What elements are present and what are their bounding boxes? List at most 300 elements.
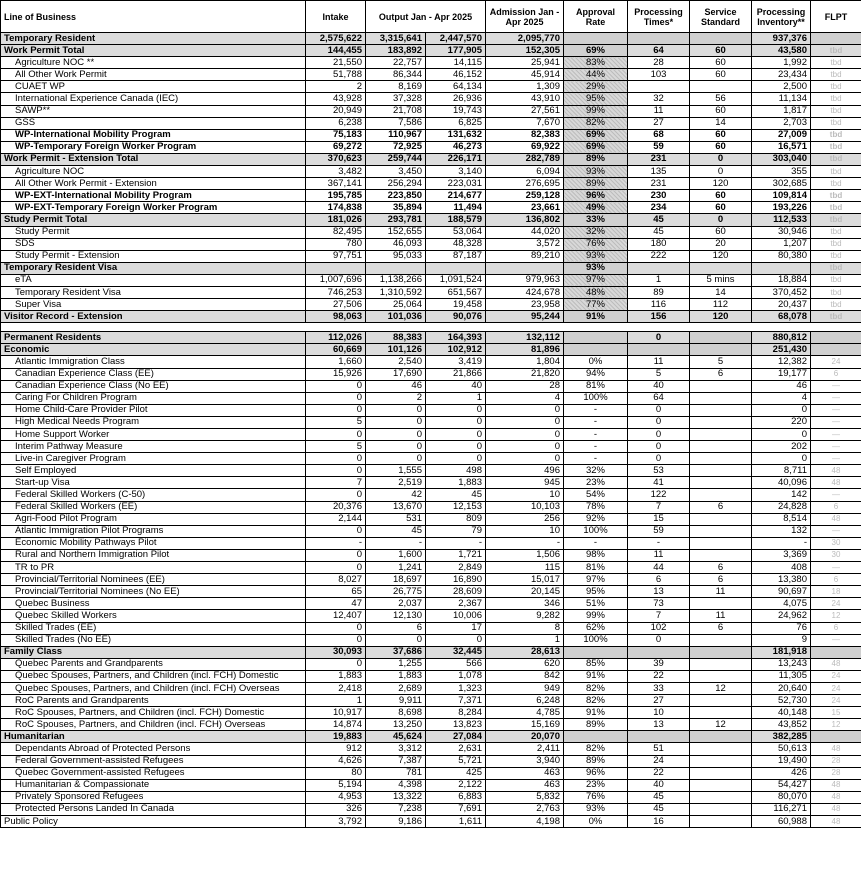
cell-service-standard: 60 bbox=[690, 69, 752, 81]
table-row bbox=[1, 57, 861, 69]
row-label: Study Permit bbox=[1, 226, 306, 238]
table-row bbox=[1, 238, 861, 250]
table-row bbox=[1, 707, 861, 719]
header-flpt: FLPT bbox=[811, 1, 861, 33]
cell-service-standard: 60 bbox=[690, 57, 752, 69]
cell-service-standard: 60 bbox=[690, 45, 752, 57]
cell-processing-inventory: 251,430 bbox=[752, 344, 811, 356]
cell-processing-inventory: 142 bbox=[752, 489, 811, 501]
row-label: Atlantic Immigration Class bbox=[1, 356, 306, 368]
cell-output-b: 0 bbox=[426, 404, 486, 416]
cell-output-b: 1,091,524 bbox=[426, 274, 486, 286]
cell-approval-rate: 96% bbox=[564, 767, 628, 779]
table-row bbox=[1, 658, 861, 670]
row-label: Federal Skilled Workers (C-50) bbox=[1, 489, 306, 501]
cell-output-b: 809 bbox=[426, 513, 486, 525]
table-row bbox=[1, 141, 861, 153]
cell-approval-rate: 54% bbox=[564, 489, 628, 501]
cell-processing-inventory: 68,078 bbox=[752, 311, 811, 323]
cell-flpt: tbd bbox=[811, 262, 861, 274]
cell-processing-inventory: 24,828 bbox=[752, 501, 811, 513]
cell-processing-times: 28 bbox=[628, 57, 690, 69]
cell-processing-times: 5 bbox=[628, 368, 690, 380]
cell-service-standard bbox=[690, 332, 752, 344]
cell-processing-inventory: 193,226 bbox=[752, 202, 811, 214]
cell-processing-inventory: 52,730 bbox=[752, 695, 811, 707]
row-label: Economic bbox=[1, 344, 306, 356]
cell-flpt: 28 bbox=[811, 755, 861, 767]
cell-output-a: 22,757 bbox=[366, 57, 426, 69]
cell-flpt: tbd bbox=[811, 93, 861, 105]
row-label: Quebec Skilled Workers bbox=[1, 610, 306, 622]
cell-output-b: 40 bbox=[426, 380, 486, 392]
cell-processing-times: 156 bbox=[628, 311, 690, 323]
cell-processing-inventory: 54,427 bbox=[752, 779, 811, 791]
cell-output-b: 21,866 bbox=[426, 368, 486, 380]
cell-approval-rate: 82% bbox=[564, 682, 628, 694]
cell-output-a: - bbox=[366, 537, 426, 549]
cell-intake: 0 bbox=[306, 429, 366, 441]
cell-output-a: 72,925 bbox=[366, 141, 426, 153]
cell-flpt: tbd bbox=[811, 105, 861, 117]
cell-output-b: 10,006 bbox=[426, 610, 486, 622]
cell-output-b: 1,883 bbox=[426, 477, 486, 489]
cell-processing-inventory: 19,490 bbox=[752, 755, 811, 767]
cell-flpt: tbd bbox=[811, 69, 861, 81]
cell-service-standard: 56 bbox=[690, 93, 752, 105]
cell-processing-inventory: 18,884 bbox=[752, 274, 811, 286]
cell-processing-inventory: 0 bbox=[752, 404, 811, 416]
cell-flpt: — bbox=[811, 404, 861, 416]
cell-processing-times: 45 bbox=[628, 791, 690, 803]
row-label: Home Support Worker bbox=[1, 429, 306, 441]
table-row bbox=[1, 202, 861, 214]
cell-output-b: 2,447,570 bbox=[426, 33, 486, 45]
cell-service-standard bbox=[690, 441, 752, 453]
cell-approval-rate: 93% bbox=[564, 250, 628, 262]
cell-output-a: 1,555 bbox=[366, 465, 426, 477]
cell-intake: 0 bbox=[306, 658, 366, 670]
cell-admission: 132,112 bbox=[486, 332, 564, 344]
cell-admission: 5,832 bbox=[486, 791, 564, 803]
cell-admission: 2,411 bbox=[486, 743, 564, 755]
cell-admission: 259,128 bbox=[486, 190, 564, 202]
cell-approval-rate: 78% bbox=[564, 501, 628, 513]
cell-processing-times: 11 bbox=[628, 105, 690, 117]
cell-output-b: 1,611 bbox=[426, 816, 486, 828]
cell-processing-times: 22 bbox=[628, 670, 690, 682]
cell-approval-rate: 94% bbox=[564, 368, 628, 380]
cell-admission: 949 bbox=[486, 682, 564, 694]
cell-admission: 9,282 bbox=[486, 610, 564, 622]
cell-intake: 8,027 bbox=[306, 574, 366, 586]
cell-admission: 3,940 bbox=[486, 755, 564, 767]
cell-flpt: tbd bbox=[811, 117, 861, 129]
cell-output-b: 12,153 bbox=[426, 501, 486, 513]
cell-output-b: 566 bbox=[426, 658, 486, 670]
cell-service-standard: 0 bbox=[690, 214, 752, 226]
header-admission: Admission Jan - Apr 2025 bbox=[486, 1, 564, 33]
cell-output-a: 110,967 bbox=[366, 129, 426, 141]
cell-processing-times: 44 bbox=[628, 562, 690, 574]
cell-output-b bbox=[426, 262, 486, 274]
cell-output-a: 4,398 bbox=[366, 779, 426, 791]
cell-service-standard bbox=[690, 344, 752, 356]
cell-processing-inventory: 132 bbox=[752, 525, 811, 537]
table-row bbox=[1, 477, 861, 489]
cell-output-b: 6,883 bbox=[426, 791, 486, 803]
cell-output-a: 3,312 bbox=[366, 743, 426, 755]
row-label: Work Permit Total bbox=[1, 45, 306, 57]
cell-intake: 10,917 bbox=[306, 707, 366, 719]
cell-processing-times: 13 bbox=[628, 719, 690, 731]
cell-intake: 2,418 bbox=[306, 682, 366, 694]
cell-intake: 69,272 bbox=[306, 141, 366, 153]
table-row bbox=[1, 380, 861, 392]
cell-output-b: 2,367 bbox=[426, 598, 486, 610]
cell-service-standard bbox=[690, 429, 752, 441]
cell-output-a: 1,255 bbox=[366, 658, 426, 670]
cell-flpt: 15 bbox=[811, 707, 861, 719]
cell-flpt: 28 bbox=[811, 767, 861, 779]
cell-output-a: 13,322 bbox=[366, 791, 426, 803]
header-service-standard: Service Standard bbox=[690, 1, 752, 33]
cell-output-b: - bbox=[426, 537, 486, 549]
cell-processing-inventory: 11,305 bbox=[752, 670, 811, 682]
table-row bbox=[1, 45, 861, 57]
table-row bbox=[1, 69, 861, 81]
cell-flpt: tbd bbox=[811, 274, 861, 286]
cell-output-b: 214,677 bbox=[426, 190, 486, 202]
table-row bbox=[1, 392, 861, 404]
table-row bbox=[1, 610, 861, 622]
table-row bbox=[1, 695, 861, 707]
cell-output-a: 0 bbox=[366, 441, 426, 453]
cell-intake: 21,550 bbox=[306, 57, 366, 69]
cell-processing-times: 64 bbox=[628, 45, 690, 57]
cell-output-a: 1,883 bbox=[366, 670, 426, 682]
cell-approval-rate: 23% bbox=[564, 779, 628, 791]
table-row bbox=[1, 549, 861, 561]
table-row bbox=[1, 356, 861, 368]
cell-processing-times: 103 bbox=[628, 69, 690, 81]
cell-flpt: 24 bbox=[811, 670, 861, 682]
cell-flpt: tbd bbox=[811, 299, 861, 311]
cell-processing-times: 15 bbox=[628, 513, 690, 525]
cell-output-a: 101,036 bbox=[366, 311, 426, 323]
cell-processing-times: 0 bbox=[628, 416, 690, 428]
cell-admission: 20,145 bbox=[486, 586, 564, 598]
cell-intake: 0 bbox=[306, 489, 366, 501]
cell-admission: 15,169 bbox=[486, 719, 564, 731]
cell-flpt: 48 bbox=[811, 816, 861, 828]
cell-approval-rate bbox=[564, 646, 628, 658]
cell-processing-times bbox=[628, 33, 690, 45]
table-row bbox=[1, 574, 861, 586]
cell-flpt: — bbox=[811, 429, 861, 441]
cell-intake: 43,928 bbox=[306, 93, 366, 105]
row-label: Canadian Experience Class (No EE) bbox=[1, 380, 306, 392]
row-label: Permanent Residents bbox=[1, 332, 306, 344]
cell-admission: 4,198 bbox=[486, 816, 564, 828]
table-row bbox=[1, 214, 861, 226]
row-label: Visitor Record - Extension bbox=[1, 311, 306, 323]
row-label: Federal Skilled Workers (EE) bbox=[1, 501, 306, 513]
row-label: RoC Parents and Grandparents bbox=[1, 695, 306, 707]
cell-output-a bbox=[366, 262, 426, 274]
cell-approval-rate: 93% bbox=[564, 803, 628, 815]
cell-admission: 152,305 bbox=[486, 45, 564, 57]
cell-output-b: 498 bbox=[426, 465, 486, 477]
cell-processing-times: 16 bbox=[628, 816, 690, 828]
cell-intake: 746,253 bbox=[306, 286, 366, 298]
cell-admission: 2,763 bbox=[486, 803, 564, 815]
cell-admission: 463 bbox=[486, 767, 564, 779]
table-row bbox=[1, 81, 861, 93]
cell-flpt: — bbox=[811, 392, 861, 404]
spacer-cell bbox=[1, 323, 861, 332]
cell-processing-times: 0 bbox=[628, 429, 690, 441]
cell-output-a: 13,670 bbox=[366, 501, 426, 513]
cell-processing-inventory: 12,382 bbox=[752, 356, 811, 368]
cell-processing-inventory: 880,812 bbox=[752, 332, 811, 344]
row-label: Atlantic Immigration Pilot Programs bbox=[1, 525, 306, 537]
cell-output-b: 27,084 bbox=[426, 731, 486, 743]
cell-output-a: 7,387 bbox=[366, 755, 426, 767]
cell-service-standard: 112 bbox=[690, 299, 752, 311]
cell-approval-rate: 89% bbox=[564, 178, 628, 190]
row-label: Skilled Trades (No EE) bbox=[1, 634, 306, 646]
cell-intake: 3,482 bbox=[306, 166, 366, 178]
cell-approval-rate: 0% bbox=[564, 356, 628, 368]
table-row bbox=[1, 682, 861, 694]
cell-approval-rate: 91% bbox=[564, 311, 628, 323]
row-label: Quebec Business bbox=[1, 598, 306, 610]
cell-output-a: 35,894 bbox=[366, 202, 426, 214]
cell-approval-rate: 85% bbox=[564, 658, 628, 670]
cell-service-standard: 5 bbox=[690, 356, 752, 368]
cell-processing-inventory: 426 bbox=[752, 767, 811, 779]
cell-flpt: 30 bbox=[811, 537, 861, 549]
cell-admission: 276,695 bbox=[486, 178, 564, 190]
cell-processing-times: 6 bbox=[628, 574, 690, 586]
row-label: Study Permit - Extension bbox=[1, 250, 306, 262]
cell-output-a: 2,689 bbox=[366, 682, 426, 694]
row-label: Humanitarian & Compassionate bbox=[1, 779, 306, 791]
cell-processing-times: 64 bbox=[628, 392, 690, 404]
cell-output-b: 7,691 bbox=[426, 803, 486, 815]
cell-processing-times: 230 bbox=[628, 190, 690, 202]
cell-output-b: 5,721 bbox=[426, 755, 486, 767]
cell-processing-times: 116 bbox=[628, 299, 690, 311]
cell-flpt: 48 bbox=[811, 791, 861, 803]
cell-processing-times: 39 bbox=[628, 658, 690, 670]
table-row bbox=[1, 274, 861, 286]
cell-flpt: tbd bbox=[811, 214, 861, 226]
cell-output-a: 8,698 bbox=[366, 707, 426, 719]
cell-flpt: 24 bbox=[811, 356, 861, 368]
cell-output-b: 1,721 bbox=[426, 549, 486, 561]
cell-service-standard bbox=[690, 513, 752, 525]
row-label: Economic Mobility Pathways Pilot bbox=[1, 537, 306, 549]
table-row bbox=[1, 262, 861, 274]
cell-processing-inventory: 80,070 bbox=[752, 791, 811, 803]
cell-processing-times: 7 bbox=[628, 610, 690, 622]
cell-output-a: 0 bbox=[366, 634, 426, 646]
cell-output-b: 17 bbox=[426, 622, 486, 634]
cell-processing-times: 231 bbox=[628, 178, 690, 190]
header-processing-times: Processing Times* bbox=[628, 1, 690, 33]
cell-service-standard: 11 bbox=[690, 610, 752, 622]
cell-intake: 1,883 bbox=[306, 670, 366, 682]
cell-admission: 82,383 bbox=[486, 129, 564, 141]
cell-output-a: 531 bbox=[366, 513, 426, 525]
table-row bbox=[1, 489, 861, 501]
cell-flpt: 48 bbox=[811, 779, 861, 791]
cell-service-standard bbox=[690, 743, 752, 755]
cell-service-standard bbox=[690, 646, 752, 658]
cell-processing-inventory: 40,148 bbox=[752, 707, 811, 719]
cell-service-standard: 14 bbox=[690, 117, 752, 129]
cell-processing-times: 40 bbox=[628, 380, 690, 392]
cell-approval-rate: - bbox=[564, 441, 628, 453]
cell-output-a: 0 bbox=[366, 404, 426, 416]
cell-intake: 65 bbox=[306, 586, 366, 598]
cell-intake: 20,376 bbox=[306, 501, 366, 513]
row-label: Agri-Food Pilot Program bbox=[1, 513, 306, 525]
cell-output-a: 8,169 bbox=[366, 81, 426, 93]
cell-output-b: 7,371 bbox=[426, 695, 486, 707]
cell-flpt: tbd bbox=[811, 57, 861, 69]
cell-processing-times: 1 bbox=[628, 274, 690, 286]
cell-intake: 82,495 bbox=[306, 226, 366, 238]
cell-service-standard bbox=[690, 453, 752, 465]
cell-intake: 20,949 bbox=[306, 105, 366, 117]
cell-service-standard: 0 bbox=[690, 166, 752, 178]
cell-admission: 69,922 bbox=[486, 141, 564, 153]
cell-service-standard bbox=[690, 731, 752, 743]
cell-intake: 27,506 bbox=[306, 299, 366, 311]
cell-processing-inventory: 43,852 bbox=[752, 719, 811, 731]
cell-flpt: 48 bbox=[811, 803, 861, 815]
cell-output-a: 0 bbox=[366, 429, 426, 441]
cell-output-a: 3,315,641 bbox=[366, 33, 426, 45]
cell-service-standard bbox=[690, 803, 752, 815]
cell-processing-times: 32 bbox=[628, 93, 690, 105]
cell-flpt bbox=[811, 344, 861, 356]
cell-flpt: 30 bbox=[811, 549, 861, 561]
cell-processing-inventory: 937,376 bbox=[752, 33, 811, 45]
cell-processing-times: 45 bbox=[628, 214, 690, 226]
cell-admission: 8 bbox=[486, 622, 564, 634]
cell-approval-rate: 99% bbox=[564, 610, 628, 622]
table-row bbox=[1, 299, 861, 311]
cell-output-a: 45,624 bbox=[366, 731, 426, 743]
cell-processing-inventory: 302,685 bbox=[752, 178, 811, 190]
cell-service-standard bbox=[690, 81, 752, 93]
cell-intake: 75,183 bbox=[306, 129, 366, 141]
cell-flpt: 24 bbox=[811, 695, 861, 707]
cell-flpt: 6 bbox=[811, 501, 861, 513]
cell-processing-times: 40 bbox=[628, 779, 690, 791]
cell-intake: 2,144 bbox=[306, 513, 366, 525]
cell-approval-rate: 89% bbox=[564, 153, 628, 165]
cell-flpt: tbd bbox=[811, 45, 861, 57]
cell-approval-rate: 69% bbox=[564, 45, 628, 57]
cell-processing-times: - bbox=[628, 537, 690, 549]
cell-approval-rate: 44% bbox=[564, 69, 628, 81]
table-row bbox=[1, 404, 861, 416]
cell-intake: 0 bbox=[306, 392, 366, 404]
cell-output-b: 425 bbox=[426, 767, 486, 779]
cell-flpt: — bbox=[811, 525, 861, 537]
cell-processing-inventory: 23,434 bbox=[752, 69, 811, 81]
header-approval-rate: Approval Rate bbox=[564, 1, 628, 33]
cell-approval-rate: 100% bbox=[564, 525, 628, 537]
cell-intake: 370,623 bbox=[306, 153, 366, 165]
cell-output-b: 0 bbox=[426, 634, 486, 646]
cell-admission: 0 bbox=[486, 453, 564, 465]
cell-processing-times: 0 bbox=[628, 634, 690, 646]
cell-admission: 95,244 bbox=[486, 311, 564, 323]
cell-intake: 14,874 bbox=[306, 719, 366, 731]
cell-flpt: tbd bbox=[811, 129, 861, 141]
cell-processing-times bbox=[628, 731, 690, 743]
cell-approval-rate: 100% bbox=[564, 392, 628, 404]
cell-flpt: tbd bbox=[811, 226, 861, 238]
cell-intake: 12,407 bbox=[306, 610, 366, 622]
cell-service-standard bbox=[690, 404, 752, 416]
cell-approval-rate: 81% bbox=[564, 380, 628, 392]
cell-intake: 181,026 bbox=[306, 214, 366, 226]
row-label: SDS bbox=[1, 238, 306, 250]
cell-processing-inventory: 181,918 bbox=[752, 646, 811, 658]
header-intake: Intake bbox=[306, 1, 366, 33]
cell-output-a: 1,138,266 bbox=[366, 274, 426, 286]
cell-service-standard bbox=[690, 33, 752, 45]
row-label: Skilled Trades (EE) bbox=[1, 622, 306, 634]
cell-intake: 780 bbox=[306, 238, 366, 250]
cell-flpt bbox=[811, 332, 861, 344]
row-label: Dependants Abroad of Protected Persons bbox=[1, 743, 306, 755]
cell-service-standard bbox=[690, 598, 752, 610]
cell-admission: 81,896 bbox=[486, 344, 564, 356]
cell-processing-times: 59 bbox=[628, 141, 690, 153]
cell-intake: 4,953 bbox=[306, 791, 366, 803]
cell-intake: 2 bbox=[306, 81, 366, 93]
cell-approval-rate: - bbox=[564, 453, 628, 465]
cell-approval-rate: 32% bbox=[564, 465, 628, 477]
row-label: Humanitarian bbox=[1, 731, 306, 743]
cell-output-b: 164,393 bbox=[426, 332, 486, 344]
cell-intake: 144,455 bbox=[306, 45, 366, 57]
table-row bbox=[1, 178, 861, 190]
cell-processing-inventory: 1,207 bbox=[752, 238, 811, 250]
cell-approval-rate: - bbox=[564, 416, 628, 428]
cell-approval-rate: 82% bbox=[564, 695, 628, 707]
row-label: WP-Temporary Foreign Worker Program bbox=[1, 141, 306, 153]
cell-output-a: 1,241 bbox=[366, 562, 426, 574]
cell-admission: 1,506 bbox=[486, 549, 564, 561]
row-label: International Experience Canada (IEC) bbox=[1, 93, 306, 105]
cell-approval-rate: 82% bbox=[564, 117, 628, 129]
cell-intake: 2,575,622 bbox=[306, 33, 366, 45]
cell-admission: 25,941 bbox=[486, 57, 564, 69]
cell-approval-rate: 49% bbox=[564, 202, 628, 214]
cell-intake: 97,751 bbox=[306, 250, 366, 262]
cell-flpt: — bbox=[811, 441, 861, 453]
cell-flpt: — bbox=[811, 489, 861, 501]
